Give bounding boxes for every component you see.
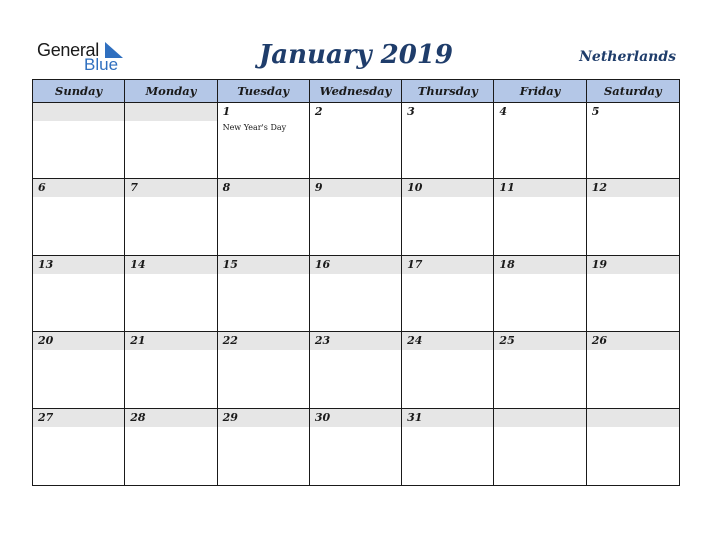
day-cell[interactable] xyxy=(310,332,402,408)
day-number-band xyxy=(218,103,309,121)
day-cell[interactable] xyxy=(494,256,586,332)
day-number-band xyxy=(218,256,309,274)
day-number-band xyxy=(218,332,309,350)
day-number-band xyxy=(587,256,679,274)
day-number: 14 xyxy=(130,257,146,271)
day-cell[interactable] xyxy=(587,179,679,255)
day-cell[interactable] xyxy=(402,332,494,408)
day-number-band xyxy=(125,179,216,197)
day-cell[interactable] xyxy=(587,409,679,485)
day-cell[interactable] xyxy=(125,179,217,255)
day-number: 9 xyxy=(314,181,323,195)
day-number: 6 xyxy=(38,181,46,195)
day-number-band xyxy=(587,179,679,197)
day-number-band xyxy=(587,409,679,427)
day-number-band xyxy=(33,409,124,427)
weekday-header-saturday: Saturday xyxy=(587,80,679,103)
day-cell[interactable] xyxy=(33,179,125,255)
day-cell[interactable] xyxy=(33,103,125,179)
day-cell[interactable] xyxy=(218,103,310,179)
day-cell[interactable] xyxy=(125,256,217,332)
day-number: 8 xyxy=(222,181,231,195)
weekday-header-monday: Monday xyxy=(125,80,217,103)
day-number-band xyxy=(402,103,493,121)
day-cell[interactable] xyxy=(218,256,310,332)
day-cell[interactable] xyxy=(402,256,494,332)
calendar-grid xyxy=(32,79,680,486)
day-number: 25 xyxy=(499,334,515,348)
day-number-band xyxy=(310,332,401,350)
day-cell[interactable] xyxy=(218,409,310,485)
day-number: 15 xyxy=(222,257,238,271)
day-number: 1 xyxy=(222,105,231,118)
day-cell[interactable] xyxy=(494,409,586,485)
day-cell[interactable] xyxy=(402,103,494,179)
day-number-band xyxy=(587,103,679,121)
day-cell[interactable] xyxy=(218,179,310,255)
day-cell[interactable] xyxy=(125,103,217,179)
day-cell[interactable] xyxy=(402,179,494,255)
country-label: Netherlands xyxy=(579,49,676,65)
day-number: 30 xyxy=(314,410,331,424)
day-number: 29 xyxy=(222,410,238,424)
weekday-header-sunday: Sunday xyxy=(33,80,125,103)
day-number: 22 xyxy=(222,334,238,348)
day-number: 4 xyxy=(499,105,508,118)
logo-general-text: General xyxy=(37,40,99,60)
day-number-band xyxy=(310,179,401,197)
day-cell[interactable] xyxy=(218,332,310,408)
day-number: 28 xyxy=(130,410,146,424)
day-number-band xyxy=(33,103,124,121)
day-number: 23 xyxy=(314,334,331,348)
day-number-band xyxy=(402,409,493,427)
day-number-band xyxy=(125,103,216,121)
weekday-header-thursday: Thursday xyxy=(402,80,494,103)
day-number-band xyxy=(310,256,401,274)
day-number-band xyxy=(33,256,124,274)
day-number: 11 xyxy=(499,181,515,195)
day-number: 27 xyxy=(38,410,54,424)
day-number-band xyxy=(125,332,216,350)
day-cell[interactable] xyxy=(587,103,679,179)
day-cell[interactable] xyxy=(310,256,402,332)
day-number: 24 xyxy=(407,334,423,348)
weekday-header-tuesday: Tuesday xyxy=(218,80,310,103)
day-number: 5 xyxy=(591,105,600,118)
day-number: 20 xyxy=(38,334,54,348)
day-cell[interactable] xyxy=(125,409,217,485)
day-cell[interactable] xyxy=(33,256,125,332)
weekday-header-wednesday: Wednesday xyxy=(310,80,402,103)
day-number-band xyxy=(218,179,309,197)
day-cell[interactable] xyxy=(125,332,217,408)
weekday-header-friday: Friday xyxy=(494,80,586,103)
day-cell[interactable] xyxy=(587,332,679,408)
day-number-band xyxy=(125,409,216,427)
day-number: 17 xyxy=(407,257,423,271)
day-cell[interactable] xyxy=(494,179,586,255)
day-number-band xyxy=(402,256,493,274)
day-number-band xyxy=(33,332,124,350)
day-number: 18 xyxy=(499,257,515,271)
day-cell[interactable] xyxy=(494,103,586,179)
day-number-band xyxy=(494,332,585,350)
logo-blue-text: Blue xyxy=(84,55,119,74)
day-number: 2 xyxy=(314,105,323,118)
day-number: 16 xyxy=(314,257,331,271)
day-cell[interactable] xyxy=(33,409,125,485)
day-number: 19 xyxy=(591,257,608,271)
day-cell[interactable] xyxy=(310,179,402,255)
day-number: 26 xyxy=(591,334,608,348)
day-number-band xyxy=(494,256,585,274)
day-number-band xyxy=(310,409,401,427)
day-cell[interactable] xyxy=(587,256,679,332)
day-number-band xyxy=(402,179,493,197)
day-number-band xyxy=(33,179,124,197)
day-number: 7 xyxy=(130,181,138,195)
day-number: 3 xyxy=(407,105,415,118)
day-cell[interactable] xyxy=(310,409,402,485)
day-number-band xyxy=(494,409,585,427)
day-cell[interactable] xyxy=(310,103,402,179)
page-title: January 2019 xyxy=(258,40,454,70)
day-number-band xyxy=(494,179,585,197)
day-number-band xyxy=(125,256,216,274)
day-number: 10 xyxy=(407,181,423,195)
day-number: 13 xyxy=(38,257,54,271)
day-number-band xyxy=(218,409,309,427)
day-number-band xyxy=(402,332,493,350)
day-number-band xyxy=(310,103,401,121)
holiday-label: New Year's Day xyxy=(222,123,287,132)
day-number: 12 xyxy=(591,181,608,195)
day-cell[interactable] xyxy=(494,332,586,408)
day-cell[interactable] xyxy=(33,332,125,408)
day-number: 21 xyxy=(130,334,146,348)
day-cell[interactable] xyxy=(402,409,494,485)
day-number-band xyxy=(494,103,585,121)
day-number: 31 xyxy=(407,410,423,424)
day-number-band xyxy=(587,332,679,350)
